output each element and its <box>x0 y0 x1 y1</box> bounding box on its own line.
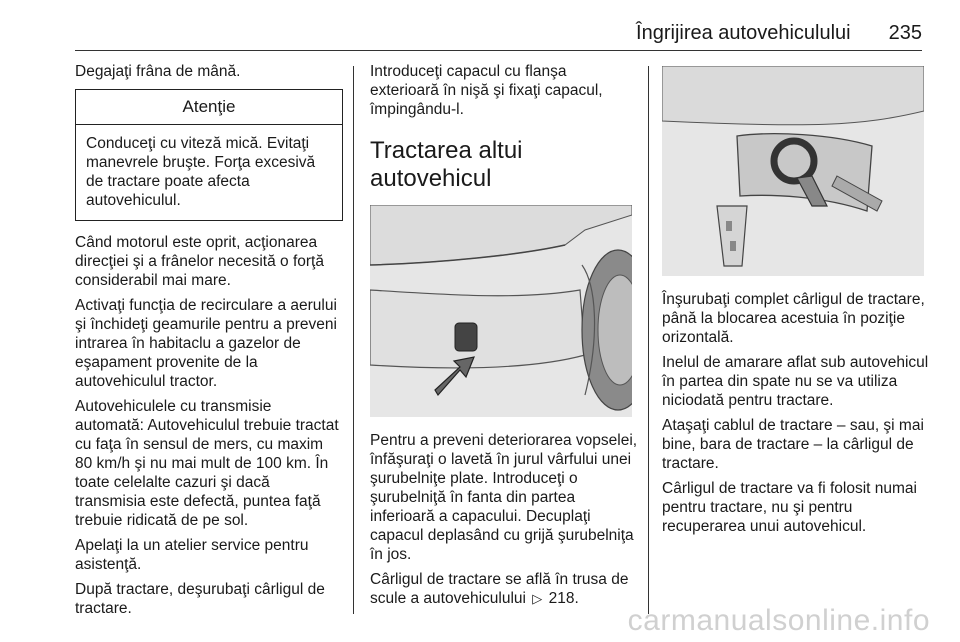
page-number: 235 <box>888 22 922 44</box>
header-title: Îngrijirea autovehiculului <box>636 22 851 44</box>
warning-text: Conduceţi cu viteză mică. Evitaţi manevrele bruşte. Forţa excesivă de tractare poate afecta autovehiculul. <box>86 135 316 209</box>
paragraph <box>370 570 638 608</box>
column-divider <box>648 66 649 614</box>
paragraph: Inelul de amarare aflat sub autovehicul în partea din spate nu se va utiliza niciodată pentru tractare. <box>662 354 929 409</box>
page-header <box>636 22 922 45</box>
page-reference[interactable]: 218. <box>548 590 579 607</box>
section-heading: Tractarea altui autovehicul <box>370 137 523 192</box>
paragraph: Autovehiculele cu transmisie automată: Autovehiculul trebuie tractat cu faţa în sensul de mers, cu maxim 80 km/h şi nu mai mult de 100 km. În toate celelalte cazuri şi dacă transmisia este defectă, puntea faţă trebuie ridicată de pe sol. <box>75 398 339 529</box>
watermark: carmanualsonline.info <box>627 604 930 637</box>
paragraph: Pentru a preveni deteriorarea vopselei, înfăşuraţi o lavetă în jurul vârfului unei şurubelniţe plate. Introduceţi o şurubelniţă în fanta din partea inferioară a capacului. Decuplaţi capacul deplasând cu grijă şurubelniţa în jos. <box>370 432 638 563</box>
paragraph: Când motorul este oprit, acţionarea direcţiei şi a frânelor necesită o forţă considerabil mai mare. <box>75 234 324 289</box>
paragraph: Cârligul de tractare va fi folosit numai pentru tractare, nu şi pentru recuperarea unui autovehicul. <box>662 480 918 535</box>
warning-title: Atenţie <box>76 90 342 125</box>
paragraph: Înşurubaţi complet cârligul de tractare, până la blocarea acestuia în poziţie orizontală. <box>662 291 925 346</box>
paragraph: Introduceţi capacul cu flanşa exterioară în nişă şi fixaţi capacul, împingându-l. <box>370 63 603 118</box>
paragraph: Apelaţi la un atelier service pentru asistenţă. <box>75 537 309 573</box>
paragraph: Ataşaţi cablul de tractare – sau, şi mai bine, bara de tractare – la cârligul de tractare. <box>662 417 924 472</box>
column-divider <box>353 66 354 614</box>
warning-box <box>75 89 343 221</box>
rear-bumper-cover-illustration <box>370 205 632 417</box>
column-3 <box>662 62 930 542</box>
column-1 <box>75 62 343 624</box>
paragraph: Activaţi funcţia de recirculare a aerului şi închideţi geamurile pentru a preveni intrarea în habitaclu a gazelor de eşapament provenite de la autovehiculul tractor. <box>75 297 337 390</box>
towing-eye-illustration <box>662 66 924 276</box>
tool-kit-text: Cârligul de tractare se află în trusa de scule a autovehiculului <box>370 571 629 607</box>
header-rule <box>75 50 922 51</box>
column-2 <box>370 62 638 614</box>
paragraph: Degajaţi frâna de mână. <box>75 63 241 80</box>
page-reference-icon: ▷ <box>532 591 543 606</box>
paragraph: După tractare, deşurubaţi cârligul de tractare. <box>75 581 325 617</box>
